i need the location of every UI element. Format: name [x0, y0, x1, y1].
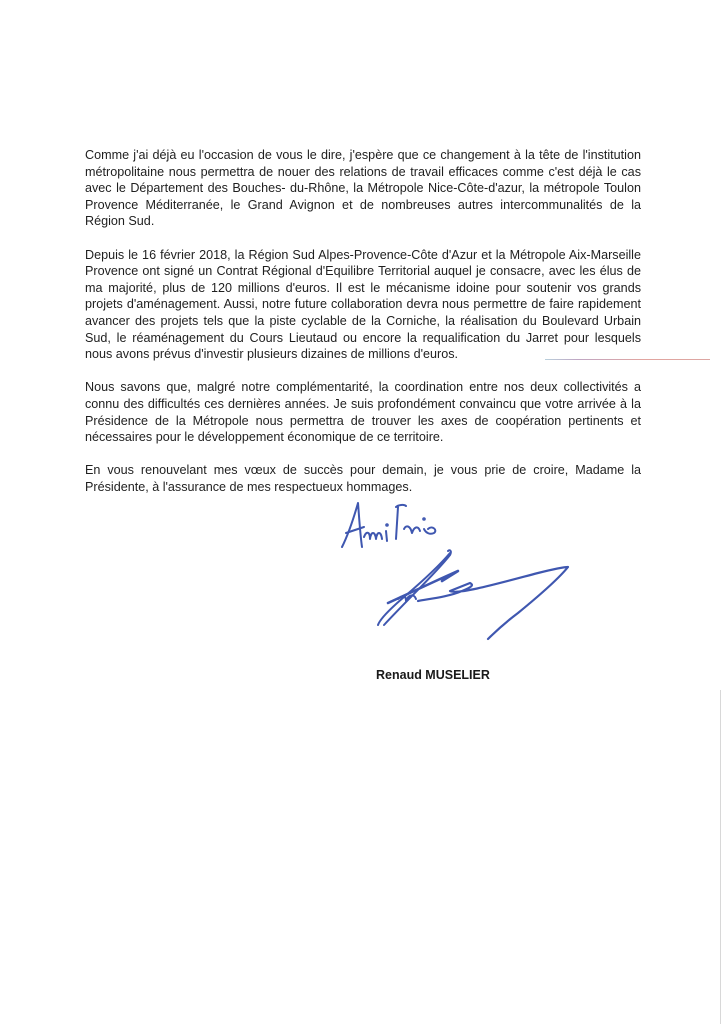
- paragraph-relations: Comme j'ai déjà eu l'occasion de vous le dire, j'espère que ce changement à la tête de l'institution métropolitaine nous permettra de nouer des relations de travail efficaces comme c'est déjà le cas avec le Département des Bouches- du-Rhône, la Métropole Nice-Côte-d'azur, la métropole Toulon Provence Méditerranée, le Grand Avignon et de nombreuses autres intercommunalités de la Région Sud.: [85, 148, 641, 229]
- paragraph-contract: Depuis le 16 février 2018, la Région Sud Alpes-Provence-Côte d'Azur et la Métropole Aix-Marseille Provence ont signé un Contrat Régional d'Equilibre Territorial auquel je consacre, avec les élus de ma majorité, plus de 120 millions d'euros. Il est le mécanisme idoine pour soutenir vos grands projets d'aménagement. Aussi, notre future collaboration devra nous permettre de faire rapidement avancer des projets tels que la piste cyclable de la Corniche, la réalisation du Boulevard Urbain Sud, le réaménagement du Cours Lieutaud ou encore la requalification du Jarret pour lesquels nous avons prévus d'investir plusieurs dizaines de millions d'euros.: [85, 247, 641, 362]
- scan-edge: [720, 690, 721, 1024]
- letter-body: [85, 147, 641, 512]
- handwritten-signature: [340, 495, 590, 665]
- scan-artifact-line: [545, 359, 710, 360]
- signatory-name: Renaud MUSELIER: [376, 668, 490, 682]
- paragraph-coordination: Nous savons que, malgré notre complémentarité, la coordination entre nos deux collectivités a connu des difficultés ces dernières années. Je suis profondément convaincu que votre arrivée à la Présidence de la Métropole nous permettra de trouver les axes de coopération pertinents et nécessaires pour le développement économique de ce territoire.: [85, 380, 641, 445]
- paragraph-closing: En vous renouvelant mes vœux de succès pour demain, je vous prie de croire, Madame la Présidente, à l'assurance de mes respectueux hommages.: [85, 463, 641, 494]
